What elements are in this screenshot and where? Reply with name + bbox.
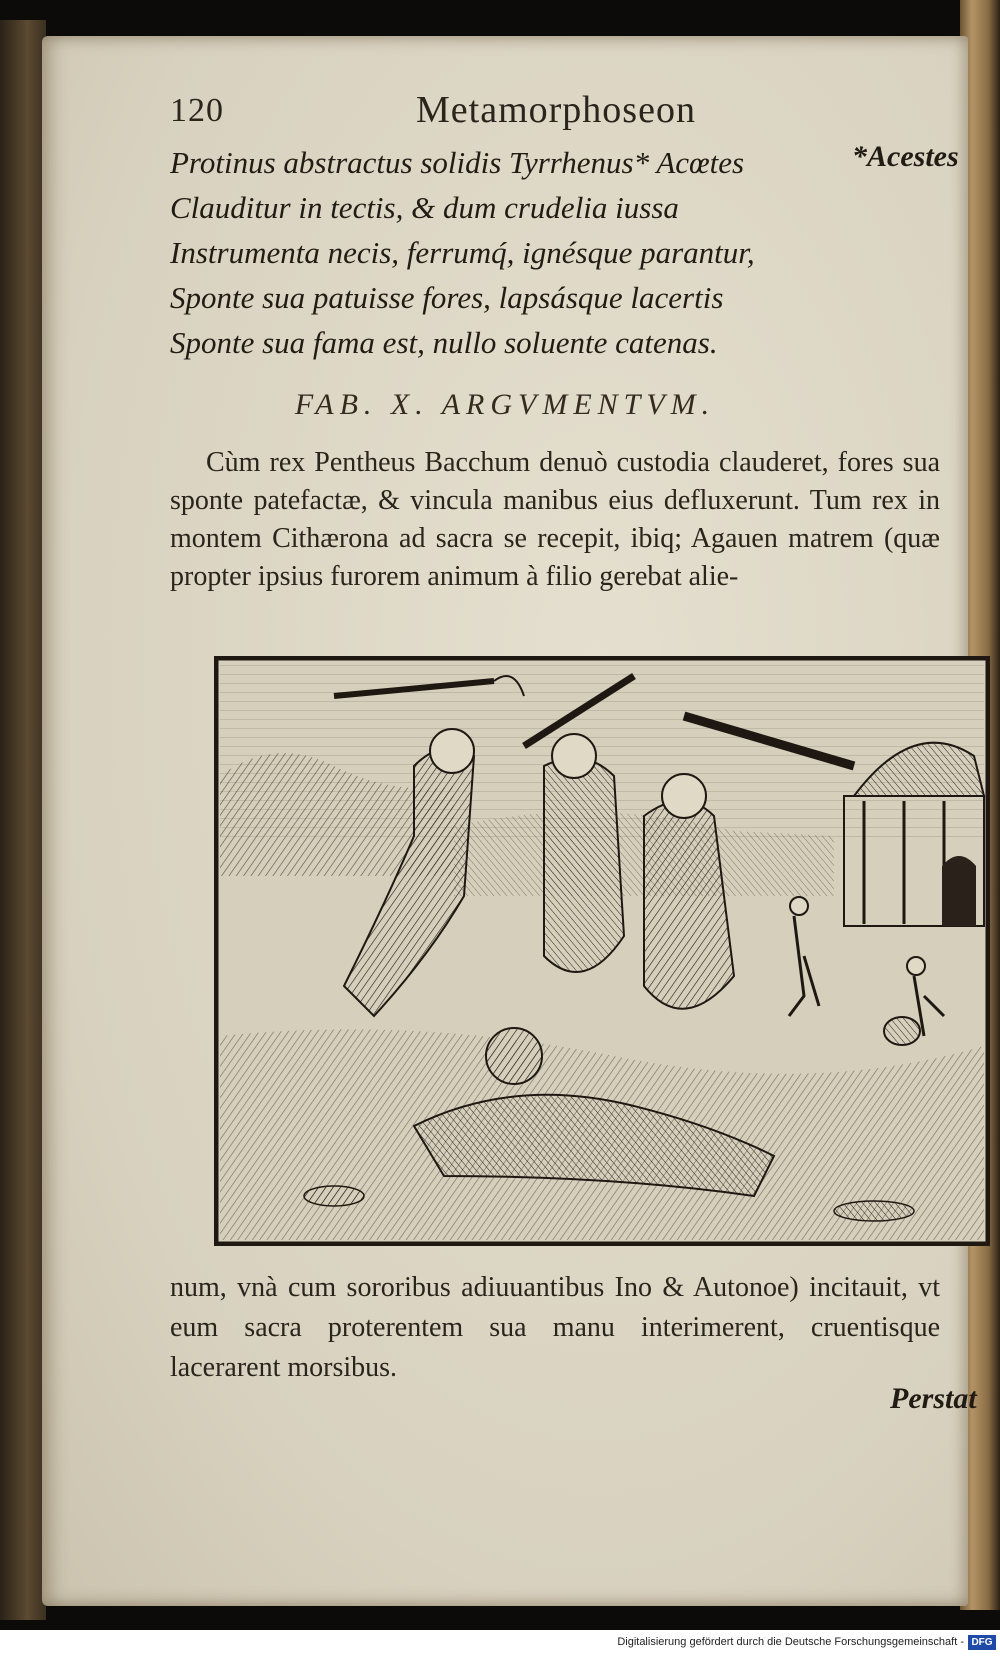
page-header <box>42 88 968 138</box>
verse-line: Protinus abstractus solidis Tyrrhenus* Acœtes <box>170 145 745 180</box>
argument-text: Cùm rex Pentheus Bacchum denuò custodia clauderet, fores sua sponte patefactæ, & vincula manibus eius defluxerunt. Tum rex in montem Cithærona ad sacra se recepit, ibiq; Agauen matrem (quæ propter ipsius furorem animum à filio gerebat alie- <box>170 447 940 592</box>
fable-heading: FAB. X. ARGVMENTVM. <box>294 388 716 421</box>
margin-note: *Acestes <box>852 140 959 173</box>
continuation-paragraph <box>170 1268 940 1388</box>
dfg-logo: DFG <box>968 1635 996 1650</box>
catchword: Perstat <box>890 1382 977 1415</box>
verse-line: Clauditur in tectis, & dum crudelia iussa <box>170 190 679 225</box>
verse-line: Sponte sua patuisse fores, lapsásque lacertis <box>170 280 724 315</box>
footer-credit: Digitalisierung gefördert durch die Deutsche Forschungsgemeinschaft - <box>617 1636 964 1648</box>
running-title: Metamorphoseon <box>416 89 696 131</box>
verse-block <box>170 140 810 365</box>
page-number: 120 <box>170 92 224 129</box>
book-page <box>42 36 977 1606</box>
woodcut-illustration <box>214 656 1000 1256</box>
footer-bar <box>0 1630 1000 1658</box>
verse-line: Instrumenta necis, ferrumq́, ignésque parantur, <box>170 235 755 270</box>
verse-line: Sponte sua fama est, nullo soluente catenas. <box>170 325 718 360</box>
continuation-text: num, vnà cum sororibus adiuuantibus Ino & Autonoe) incitauit, vt eum sacra proterentem sua manu interimerent, cruentisque lacerarent morsibus. <box>170 1272 940 1383</box>
book-spine-edge <box>0 20 46 1620</box>
argument-paragraph <box>170 444 940 596</box>
